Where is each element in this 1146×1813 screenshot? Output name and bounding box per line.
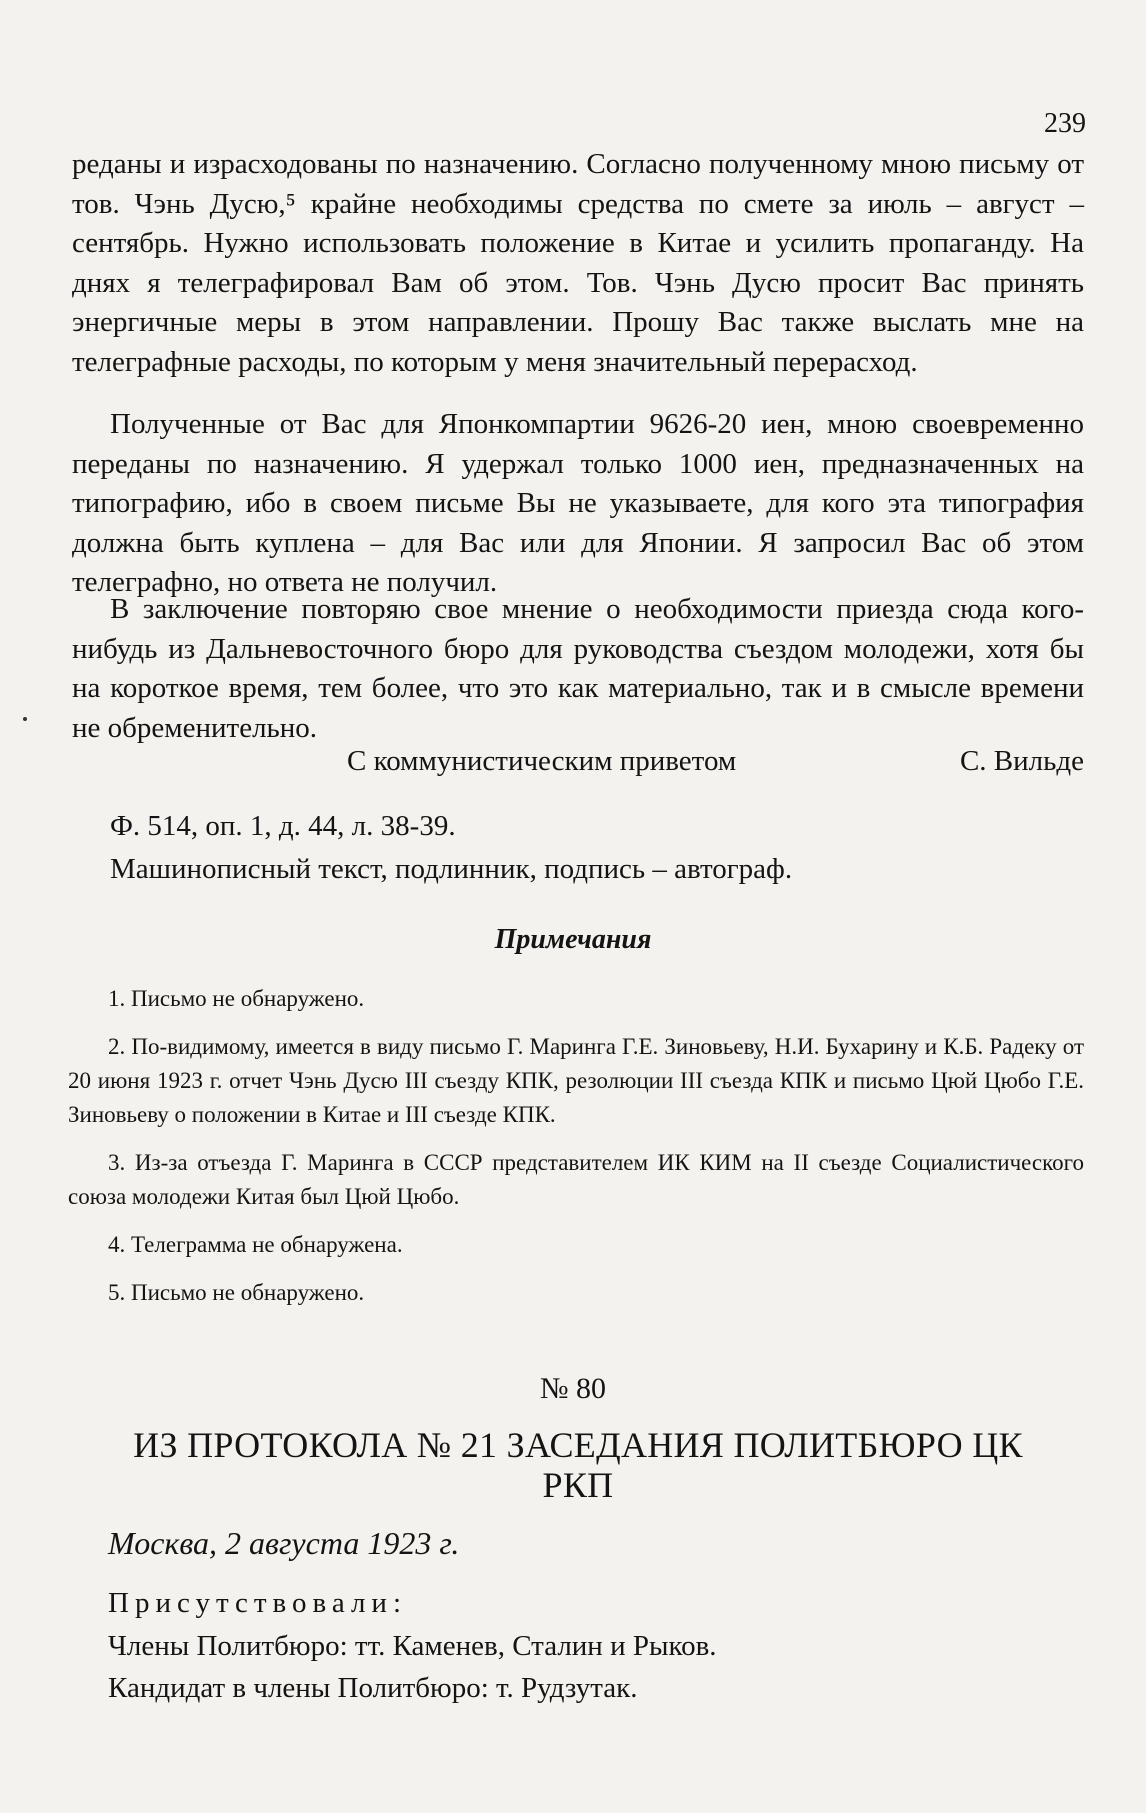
note-item: 3. Из-за отъезда Г. Маринга в СССР представителем ИК КИМ на II съезде Социалистического союза молодежи Китая был Цюй Цюбо. — [68, 1150, 1084, 1209]
document-number: № 80 — [539, 1372, 607, 1405]
note-item: 2. По-видимому, имеется в виду письмо Г. Маринга Г.Е. Зиновьеву, Н.И. Бухарину и К.Б. Радеку от 20 июня 1923 г. отчет Чэнь Дусю III съезду КПК, резолюции III съезда КПК и письмо Цюй Цюбо Г.Е. Зиновьеву о положении в Китае и III съезде КПК. — [68, 1034, 1084, 1127]
signature: С. Вильде — [959, 745, 1084, 777]
archive-description: Машинописный текст, подлинник, подпись – автограф. — [110, 853, 793, 885]
title-line-1: ИЗ ПРОТОКОЛА № 21 ЗАСЕДАНИЯ ПОЛИТБЮРО ЦК — [133, 1425, 1023, 1465]
closing-greeting: С коммунистическим приветом — [347, 745, 737, 777]
note-item: 5. Письмо не обнаружено. — [108, 1280, 365, 1305]
title-line-2: РКП — [542, 1465, 614, 1505]
politburo-members: Члены Политбюро: тт. Каменев, Сталин и Рыков. — [108, 1630, 717, 1662]
paragraph-text: В заключение повторяю свое мнение о необходимости приезда сюда кого-нибудь из Дальневосточного бюро для руководства съездом молодежи, хотя бы на короткое время, тем более, что это как материально, так и в смысле времени не обременительно. — [72, 593, 1084, 744]
notes-heading: Примечания — [494, 924, 652, 955]
document-title — [70, 1425, 1086, 1505]
attendance-label: Присутствовали: — [108, 1587, 408, 1619]
politburo-candidate: Кандидат в члены Политбюро: т. Рудзутак. — [108, 1672, 638, 1704]
paragraph-text: реданы и израсходованы по назначению. Согласно полученному мною письму от тов. Чэнь Дусю,⁵ крайне необходимы средства по смете за июль – август – сентябрь. Нужно использовать положение в Китае и усилить пропаганду. На днях я телеграфировал Вам об этом. Тов. Чэнь Дусю просит Вас принять энергичные меры в этом направлении. Прошу Вас также выслать мне на телеграфные расходы, по которым у меня значительный перерасход. — [72, 148, 1084, 378]
paragraph-text: Полученные от Вас для Японкомпартии 9626-20 иен, мною своевременно переданы по назначению. Я удержал только 1000 иен, предназначенных на типографию, ибо в своем письме Вы не указываете, для кого эта типография должна быть куплена – для Вас или для Японии. Я запросил Вас об этом телеграфно, но ответа не получил. — [72, 408, 1084, 598]
note-item: 1. Письмо не обнаружено. — [108, 986, 365, 1011]
page-number: 239 — [1044, 108, 1086, 139]
letter-paragraph-2 — [72, 405, 1084, 603]
letter-paragraph-3 — [72, 590, 1084, 748]
margin-mark — [23, 717, 27, 721]
archive-reference: Ф. 514, оп. 1, д. 44, л. 38-39. — [110, 810, 456, 842]
notes-list — [68, 982, 1084, 1324]
place-date: Москва, 2 августа 1923 г. — [108, 1525, 460, 1561]
letter-paragraph-1 — [72, 145, 1084, 382]
note-item: 4. Телеграмма не обнаружена. — [108, 1232, 403, 1257]
